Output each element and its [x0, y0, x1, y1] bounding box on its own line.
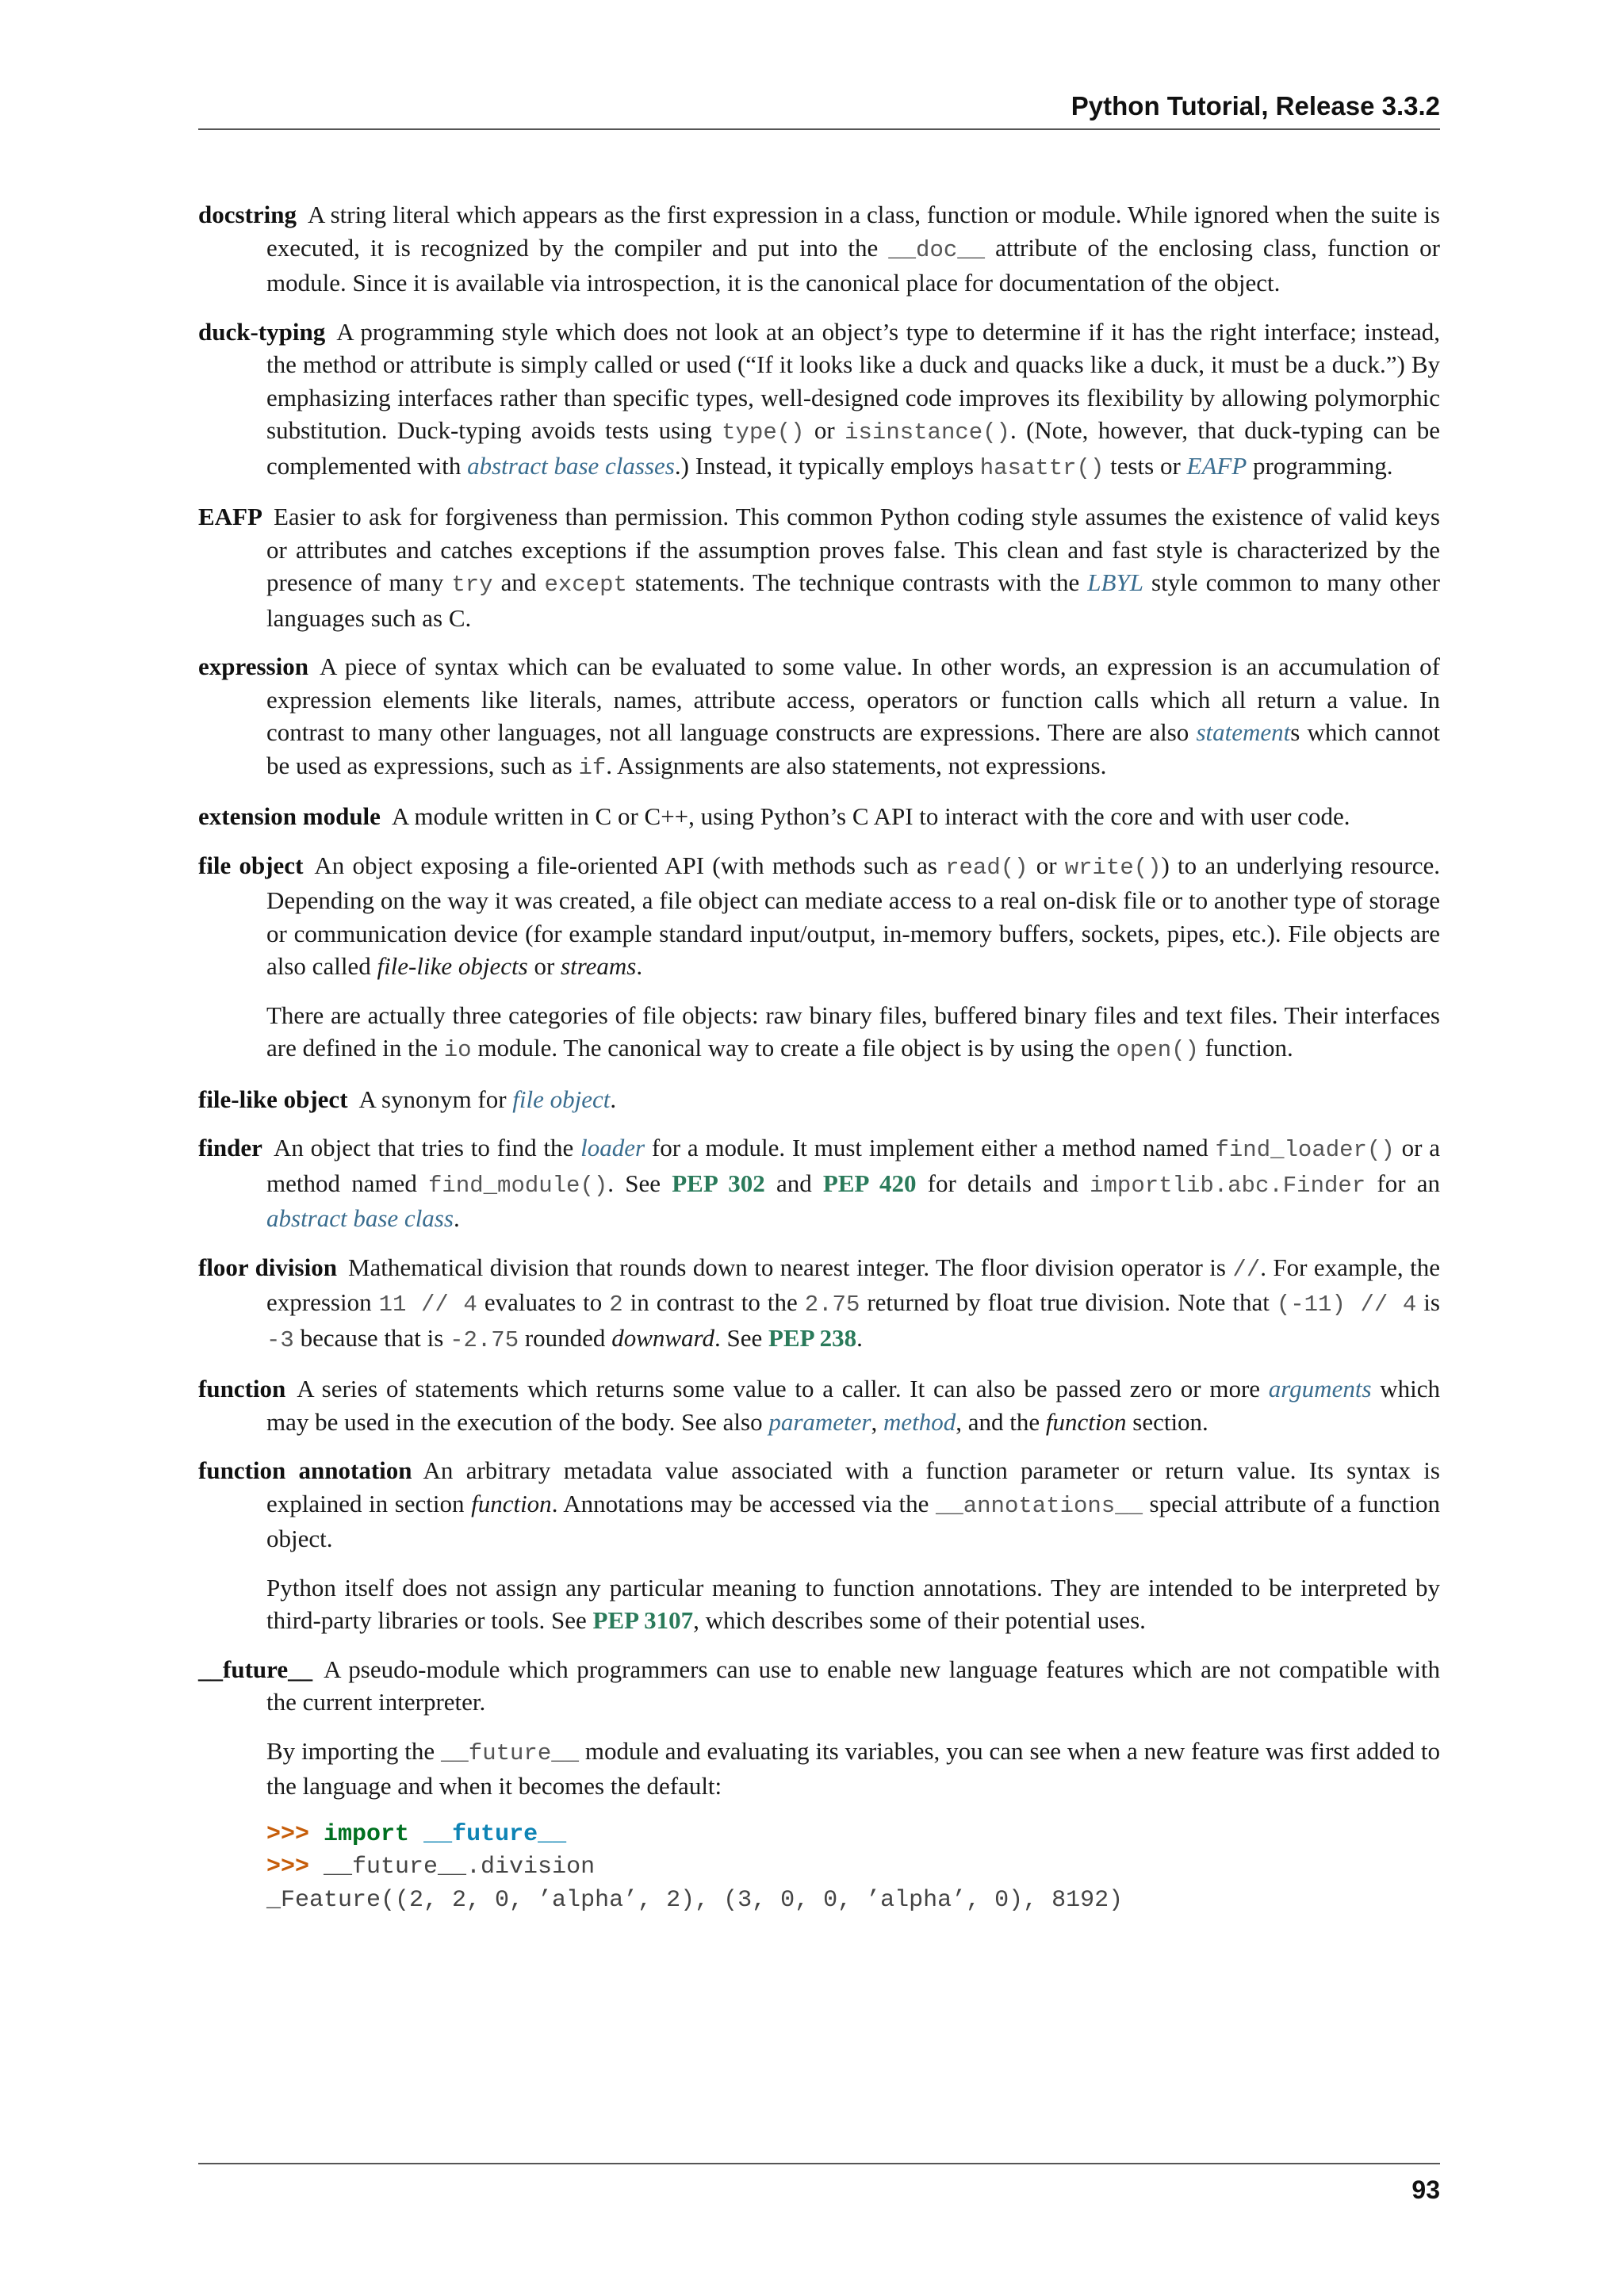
glossary-term: finder [198, 1134, 262, 1161]
inline-code: 11 // 4 [378, 1292, 477, 1318]
text: evaluates to [477, 1288, 610, 1316]
text: . Annotations may be accessed via the [551, 1489, 936, 1517]
glossary-term: file-like object [198, 1085, 348, 1113]
text: function. [1198, 1034, 1293, 1062]
code-keyword: import [324, 1820, 410, 1848]
text: rounded [519, 1323, 612, 1352]
cross-reference-link[interactable]: abstract base classes [467, 451, 675, 480]
definition-paragraph [198, 1083, 1440, 1116]
inline-code: // [1232, 1256, 1261, 1283]
definition-paragraph [198, 1653, 1440, 1719]
glossary-term: duck-typing [198, 317, 326, 346]
text: which may be used in the execution of the body. See also [266, 1375, 1440, 1436]
definition-paragraph [198, 849, 1440, 983]
inline-code: write() [1064, 854, 1162, 881]
emphasis: function [471, 1489, 552, 1517]
glossary-term: function annotation [198, 1456, 412, 1484]
text: , and the [956, 1407, 1046, 1436]
text: A pseudo-module which programmers can use to enable new language features which are not compatible with the current interpreter. [266, 1655, 1440, 1716]
inline-code: 2.75 [804, 1292, 860, 1318]
glossary-entry-floor-division [198, 1251, 1440, 1357]
text: Mathematical division that rounds down to nearest integer. The floor division operator is [347, 1253, 1233, 1281]
glossary-entry-file-like-object [198, 1083, 1440, 1116]
text: . [636, 952, 643, 980]
page-number: 93 [1411, 2175, 1440, 2204]
definition-paragraph [198, 1251, 1440, 1357]
definition-paragraph [198, 1372, 1440, 1438]
code-line [266, 1819, 1440, 1852]
text: for an [1365, 1169, 1441, 1197]
code-space [409, 1821, 423, 1848]
inline-code: __doc__ [888, 236, 986, 263]
glossary-list [198, 198, 1440, 1933]
glossary-term: file object [198, 851, 304, 879]
text: . For example, the expression [266, 1253, 1440, 1316]
text: programming. [1247, 451, 1393, 480]
cross-reference-link[interactable]: arguments [1268, 1375, 1372, 1402]
text: . [453, 1204, 460, 1232]
cross-reference-link[interactable]: file object [512, 1085, 611, 1113]
cross-reference-link[interactable]: EAFP [1186, 451, 1247, 480]
glossary-entry-duck-typing [198, 316, 1440, 485]
glossary-term: function [198, 1375, 286, 1402]
text: , which describes some of their potential uses. [693, 1606, 1146, 1634]
inline-code: find_module() [428, 1172, 608, 1199]
glossary-entry-function-annotation [198, 1454, 1440, 1637]
text: A series of statements which returns some value to a caller. It can also be passed zero or more [297, 1375, 1269, 1402]
inline-code: if [578, 754, 607, 781]
cross-reference-link[interactable]: LBYL [1087, 568, 1143, 596]
text: special attribute of a function object. [266, 1489, 1440, 1552]
inline-code: __future__ [441, 1739, 580, 1766]
glossary-term: extension module [198, 802, 381, 830]
text: attribute of the enclosing class, function or module. Since it is available via introspection, it is the canonical place for documentation of the object. [266, 233, 1440, 297]
definition-paragraph [198, 800, 1440, 833]
pep-link[interactable]: PEP 302 [672, 1169, 765, 1197]
inline-code: importlib.abc.Finder [1090, 1172, 1366, 1199]
text: section. [1126, 1407, 1208, 1436]
text: A programming style which does not look at an object’s type to determine if it has the right interface; instead, the method or attribute is simply called or used (“If it looks like a duck and quacks like a duck, it must be a duck.”) By emphasizing interfaces rather than specific types, well-designed code improves its flexibility by allowing polymorphic substitution. Duck-typing avoids tests using [266, 317, 1440, 444]
definition-paragraph [198, 500, 1440, 634]
code-line [266, 1885, 1440, 1918]
definition-paragraph [198, 1571, 1440, 1637]
glossary-entry-docstring [198, 198, 1440, 300]
text: . (Note, however, that duck-typing can be complemented with [266, 416, 1440, 480]
glossary-entry-finder [198, 1131, 1440, 1235]
text: . Assignments are also statements, not expressions. [606, 751, 1107, 779]
inline-code: find_loader() [1215, 1137, 1395, 1163]
text: for details and [916, 1169, 1090, 1197]
text: returned by float true division. Note that [860, 1288, 1277, 1316]
text: s which cannot be used as expressions, such as [266, 718, 1440, 779]
text: . See [607, 1169, 672, 1197]
pep-link[interactable]: PEP 420 [822, 1169, 917, 1197]
text: A synonym for [358, 1085, 513, 1113]
inline-code: (-11) // 4 [1276, 1292, 1417, 1318]
glossary-term: docstring [198, 201, 297, 228]
text: is [1416, 1288, 1440, 1316]
inline-code: -2.75 [450, 1326, 519, 1353]
code-text: __future__.division [324, 1854, 596, 1881]
definition-paragraph [198, 1735, 1440, 1803]
text: . [610, 1085, 617, 1113]
emphasis: file-like objects [377, 952, 528, 980]
cross-reference-link[interactable]: abstract base class [266, 1204, 454, 1232]
glossary-entry-future [198, 1653, 1440, 1918]
text: statements. The technique contrasts with the [626, 568, 1088, 596]
glossary-entry-extension-module [198, 800, 1440, 833]
definition-paragraph [198, 650, 1440, 784]
glossary-term: __future__ [198, 1655, 313, 1683]
text: .) Instead, it typically employs [674, 451, 980, 480]
text: , [871, 1407, 883, 1436]
glossary-entry-file-object [198, 849, 1440, 1067]
emphasis: streams [561, 952, 637, 980]
inline-code: hasattr() [979, 454, 1105, 481]
code-line [266, 1851, 1440, 1885]
code-module-name: __future__ [423, 1820, 567, 1848]
glossary-term: expression [198, 652, 308, 680]
text: . [856, 1323, 863, 1352]
definition-paragraph [198, 1454, 1440, 1556]
running-header: Python Tutorial, Release 3.3.2 [1071, 91, 1440, 121]
inline-code: open() [1116, 1037, 1199, 1063]
text: in contrast to the [622, 1288, 805, 1316]
text: Python itself does not assign any particular meaning to function annotations. They are intended to be interpreted by third-party libraries or tools. See [266, 1573, 1440, 1634]
inline-code: -3 [266, 1326, 294, 1353]
definition-paragraph [198, 198, 1440, 300]
text: module. The canonical way to create a file object is by using the [471, 1034, 1116, 1062]
inline-code: __annotations__ [935, 1492, 1143, 1519]
text: and [492, 568, 545, 596]
text: because that is [293, 1323, 450, 1352]
footer-rule [198, 2163, 1440, 2164]
definition-paragraph [198, 316, 1440, 485]
text: A piece of syntax which can be evaluated to some value. In other words, an expression is an accumulation of expression elements like literals, names, attribute access, operators or function calls which all return a value. In contrast to many other languages, not all language constructs are expressions. There are also [266, 652, 1440, 746]
text: There are actually three categories of file objects: raw binary files, buffered binary files and text files. Their interfaces are defined in the [266, 1001, 1440, 1062]
pep-link[interactable]: PEP 3107 [592, 1606, 694, 1634]
repl-prompt: >>> [266, 1854, 324, 1881]
glossary-entry-eafp [198, 500, 1440, 634]
glossary-entry-function [198, 1372, 1440, 1438]
text: or a method named [266, 1134, 1440, 1197]
inline-code: try [451, 572, 493, 598]
text: or [1028, 851, 1065, 879]
text: style common to many other languages such as C. [266, 568, 1441, 632]
text: An object exposing a file-oriented API (with methods such as [314, 851, 946, 879]
cross-reference-link[interactable]: statement [1196, 718, 1291, 746]
inline-code: except [544, 572, 627, 598]
text: ) to an underlying resource. Depending on the way it was created, a file object can mediate access to a real on-disk file or to another type of storage or communication device (for example standard input/output, in-memory buffers, sockets, pipes, etc.). File objects are also called [266, 851, 1441, 980]
text: tests or [1104, 451, 1187, 480]
glossary-term: EAFP [198, 503, 262, 530]
pep-link[interactable]: PEP 238 [768, 1323, 857, 1352]
text: A string literal which appears as the first expression in a class, function or module. While ignored when the suite is executed, it is recognized by the compiler and put into the [266, 201, 1440, 262]
text: or [804, 416, 845, 444]
code-example [198, 1819, 1440, 1918]
text: module and evaluating its variables, you can see when a new feature was first added to the language and when it becomes the default: [266, 1736, 1441, 1800]
header-rule [198, 128, 1440, 130]
definition-paragraph [198, 999, 1440, 1067]
repl-prompt: >>> [266, 1820, 324, 1848]
glossary-entry-expression [198, 650, 1440, 784]
text: Easier to ask for forgiveness than permission. This common Python coding style assumes the existence of valid keys or attributes and catches exceptions if the assumption proves false. This clean and fast style is characterized by the presence of many [266, 503, 1440, 596]
text: or [527, 952, 561, 980]
inline-code: 2 [609, 1292, 623, 1318]
text: An object that tries to find the [273, 1134, 581, 1161]
inline-code: isinstance() [845, 419, 1010, 446]
definition-paragraph [198, 1131, 1440, 1235]
cross-reference-link[interactable]: method [883, 1407, 956, 1436]
emphasis: downward [611, 1323, 714, 1352]
inline-code: read() [945, 854, 1028, 881]
text: for a module. It must implement either a method named [645, 1134, 1216, 1161]
cross-reference-link[interactable]: loader [580, 1134, 645, 1161]
text: A module written in C or C++, using Python’s C API to interact with the core and with user code. [391, 802, 1350, 830]
cross-reference-link[interactable]: parameter [768, 1407, 871, 1436]
inline-code: type() [722, 419, 805, 446]
inline-code: io [443, 1037, 472, 1063]
code-output: _Feature((2, 2, 0, ’alpha’, 2), (3, 0, 0, ’alpha’, 0), 8192) [266, 1886, 1124, 1914]
text: and [764, 1169, 823, 1197]
text: An arbitrary metadata value associated with a function parameter or return value. Its syntax is explained in section [266, 1456, 1440, 1517]
text: By importing the [266, 1736, 441, 1765]
emphasis: function [1045, 1407, 1127, 1436]
text: . See [714, 1323, 768, 1352]
glossary-term: floor division [198, 1253, 337, 1281]
